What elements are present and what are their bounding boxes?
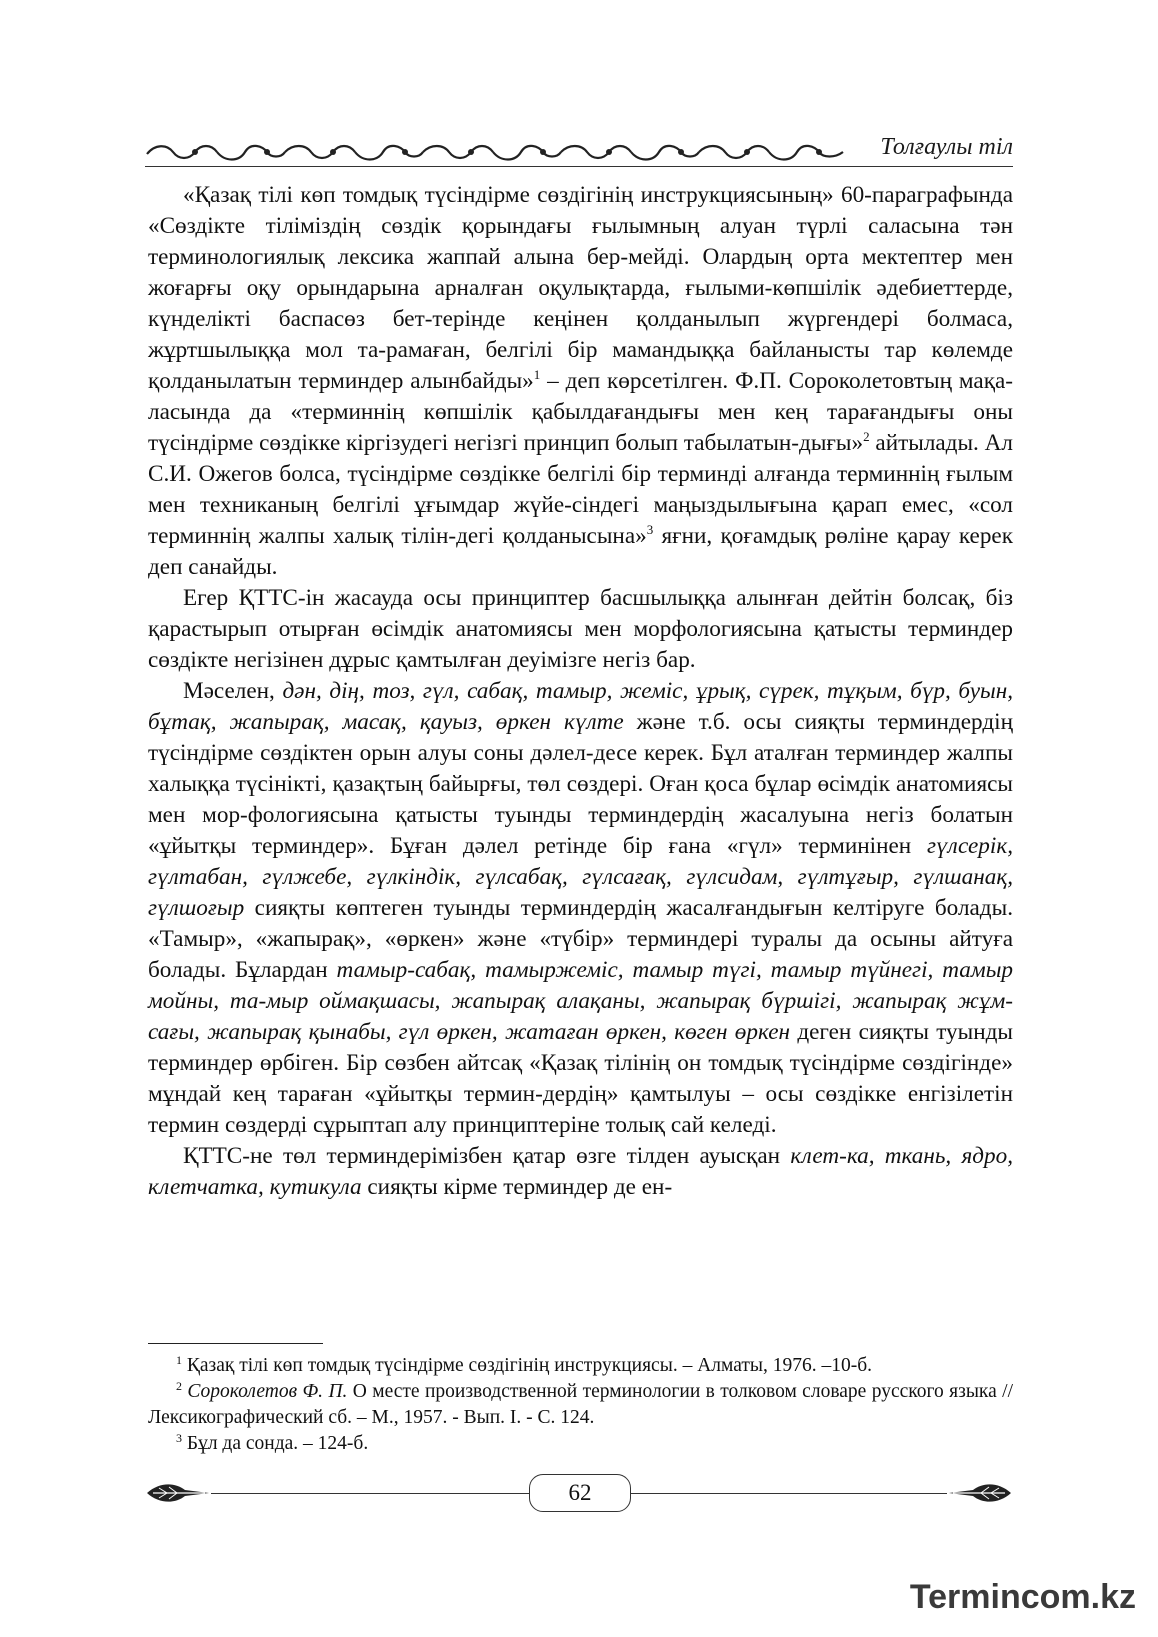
italic-terms: клет-ка, ткань, ядро, клетчатка, кутикула <box>148 1143 1013 1200</box>
paragraph-4 <box>148 1141 1013 1203</box>
footnote-rule <box>148 1343 323 1344</box>
page-number: 62 <box>529 1474 631 1512</box>
footnote-mark: 3 <box>176 1431 182 1445</box>
footer-line-right <box>631 1493 947 1494</box>
footnote-ref-3: 3 <box>646 522 654 537</box>
footnote-2 <box>148 1379 1013 1431</box>
text-span: сияқты кірме терминдер де ен- <box>361 1174 673 1200</box>
text-span: деген сияқты туынды терминдер өрбіген. Бір сөзбен айтсақ «Қазақ тілінің он томдық түсіндірме сөздігінде» мұндай кең тараған «ұйытқы термин-дердің» қамтылуы – осы сөздікке енгізілетін термин сөздерді сұрыптап алу принциптеріне толық сай келеді. <box>148 1019 1013 1138</box>
footnote-mark: 1 <box>176 1353 182 1367</box>
text-span: ҚТТС-не төл терминдерімізбен қатар өзге тілден ауысқан <box>183 1143 791 1169</box>
text-span: айтылады. Ал С.И. Ожегов болса, түсіндірме сөздікке белгілі бір терминді алғанда терминнің ғылым мен техниканың белгілі ұғымдар жүйе-сіндегі маңыздылығына қарап емес, «сол терминнің жалпы халық тілін-дегі қолданысына» <box>148 430 1013 549</box>
text-span: «Қазақ тілі көп томдық түсіндірме сөздігінің инструкциясының» 60-параграфында «Сөздікте тіліміздің сөздік қорындағы ғылымның алуан түрлі саласына тән терминологиялық лексика жаппай алына бер-мейді. Олардың орта мектептер мен жоғарғы оқу орындарына арналған оқулықтарда, ғылыми-көпшілік әдебиеттерде, күнделікті баспасөз бет-терінде кеңінен қолданылып жүргендері болмаса, жұртшылыққа мол та-рамаған, белгілі бір мамандыққа байланысты тар көлемде қолданылатын терминдер алынбайды» <box>148 182 1013 394</box>
footnote-ref-2: 2 <box>863 429 870 444</box>
page-footer <box>145 1472 1013 1516</box>
italic-terms: гүлсерік, гүлтабан, гүлжебе, гүлкіндік, гүлсабақ, гүлсағақ, гүлсидам, гүлтұғыр, гүлшанақ, гүлшоғыр <box>148 833 1013 921</box>
paragraph-1 <box>148 180 1013 583</box>
footnote-ref-1: 1 <box>533 367 541 382</box>
italic-terms: дән, дің, тоз, гүл, сабақ, тамыр, жеміс, ұрық, сүрек, тұқым, бүр, буын, бұтақ, жапырақ, масақ, қауыз, өркен күлте <box>148 678 1013 735</box>
footnote-text: Бұл да сонда. – 124-б. <box>182 1433 369 1454</box>
footnote-text: Қазақ тілі көп томдық түсіндірме сөздігінің инструкциясы. – Алматы, 1976. –10-б. <box>182 1355 873 1376</box>
text-span: және т.б. осы сияқты терминдердің түсіндірме сөздіктен орын алуы соны дәлел-десе керек. Бұл аталған терминдер жалпы халыққа түсінікті, қазақтың байырғы, төл сөздері. Оған қоса бұлар өсімдік анатомиясы мен мор-фологиясына қатысты туынды терминдердің жасалуына негіз болатын «ұйытқы терминдер». Бұған дәлел ретінде бір ғана «гүл» терминінен <box>148 709 1013 859</box>
text-span: Мәселен, <box>183 678 283 704</box>
running-title: Толғаулы тіл <box>880 134 1013 160</box>
leaf-ornament-right-icon <box>947 1478 1013 1508</box>
ornament-band-icon <box>145 140 845 164</box>
site-watermark: Termincom.kz <box>909 1578 1136 1616</box>
footer-line-left <box>211 1493 529 1494</box>
paragraph-3 <box>148 676 1013 1141</box>
footnote-author: Сороколетов Ф. П. <box>182 1381 348 1402</box>
italic-terms: тамыр-сабақ, тамыржеміс, тамыр түгі, тамыр түйнегі, тамыр мойны, та-мыр оймақшасы, жапырақ алақаны, жапырақ бүршігі, жапырақ жұм-сағы, жапырақ қынабы, гүл өркен, жатаған өркен, көген өркен <box>148 957 1013 1045</box>
footnote-3 <box>148 1431 1013 1457</box>
footnote-text: О месте производственной терминологии в толковом словаре русского языка //Лексикографический сб. – М., 1957. - Вып. I. - С. 124. <box>148 1381 1013 1428</box>
footnote-1 <box>148 1353 1013 1379</box>
main-text <box>148 180 1013 1203</box>
text-span: сияқты көптеген туынды терминдердің жасалғандығын келтіруге болады. «Тамыр», «жапырақ», «өркен» және «түбір» терминдері туралы да осыны айтуға болады. Бұлардан <box>148 895 1013 983</box>
paragraph-2: Егер ҚТТС-ін жасауда осы принциптер басшылыққа алынған дейтін болсақ, біз қарастырып отырған өсімдік анатомиясы мен морфологиясына қатысты терминдер сөздікте негізінен дұрыс қамтылған деуімізге негіз бар. <box>148 585 1013 673</box>
footnote-mark: 2 <box>176 1379 182 1393</box>
header-divider <box>145 166 1013 167</box>
text-span: яғни, қоғамдық рөліне қарау керек деп санайды. <box>148 523 1013 580</box>
page-header <box>145 132 1013 172</box>
text-span: – деп көрсетілген. Ф.П. Сороколетовтың мақа-ласында да «терминнің көпшілік қабылдағандығы мен кең тарағандығы оны түсіндірме сөздікке кіргізудегі негізгі принцип болып табылатын-дығы» <box>148 368 1014 456</box>
footnotes <box>148 1353 1013 1457</box>
leaf-ornament-left-icon <box>145 1478 211 1508</box>
